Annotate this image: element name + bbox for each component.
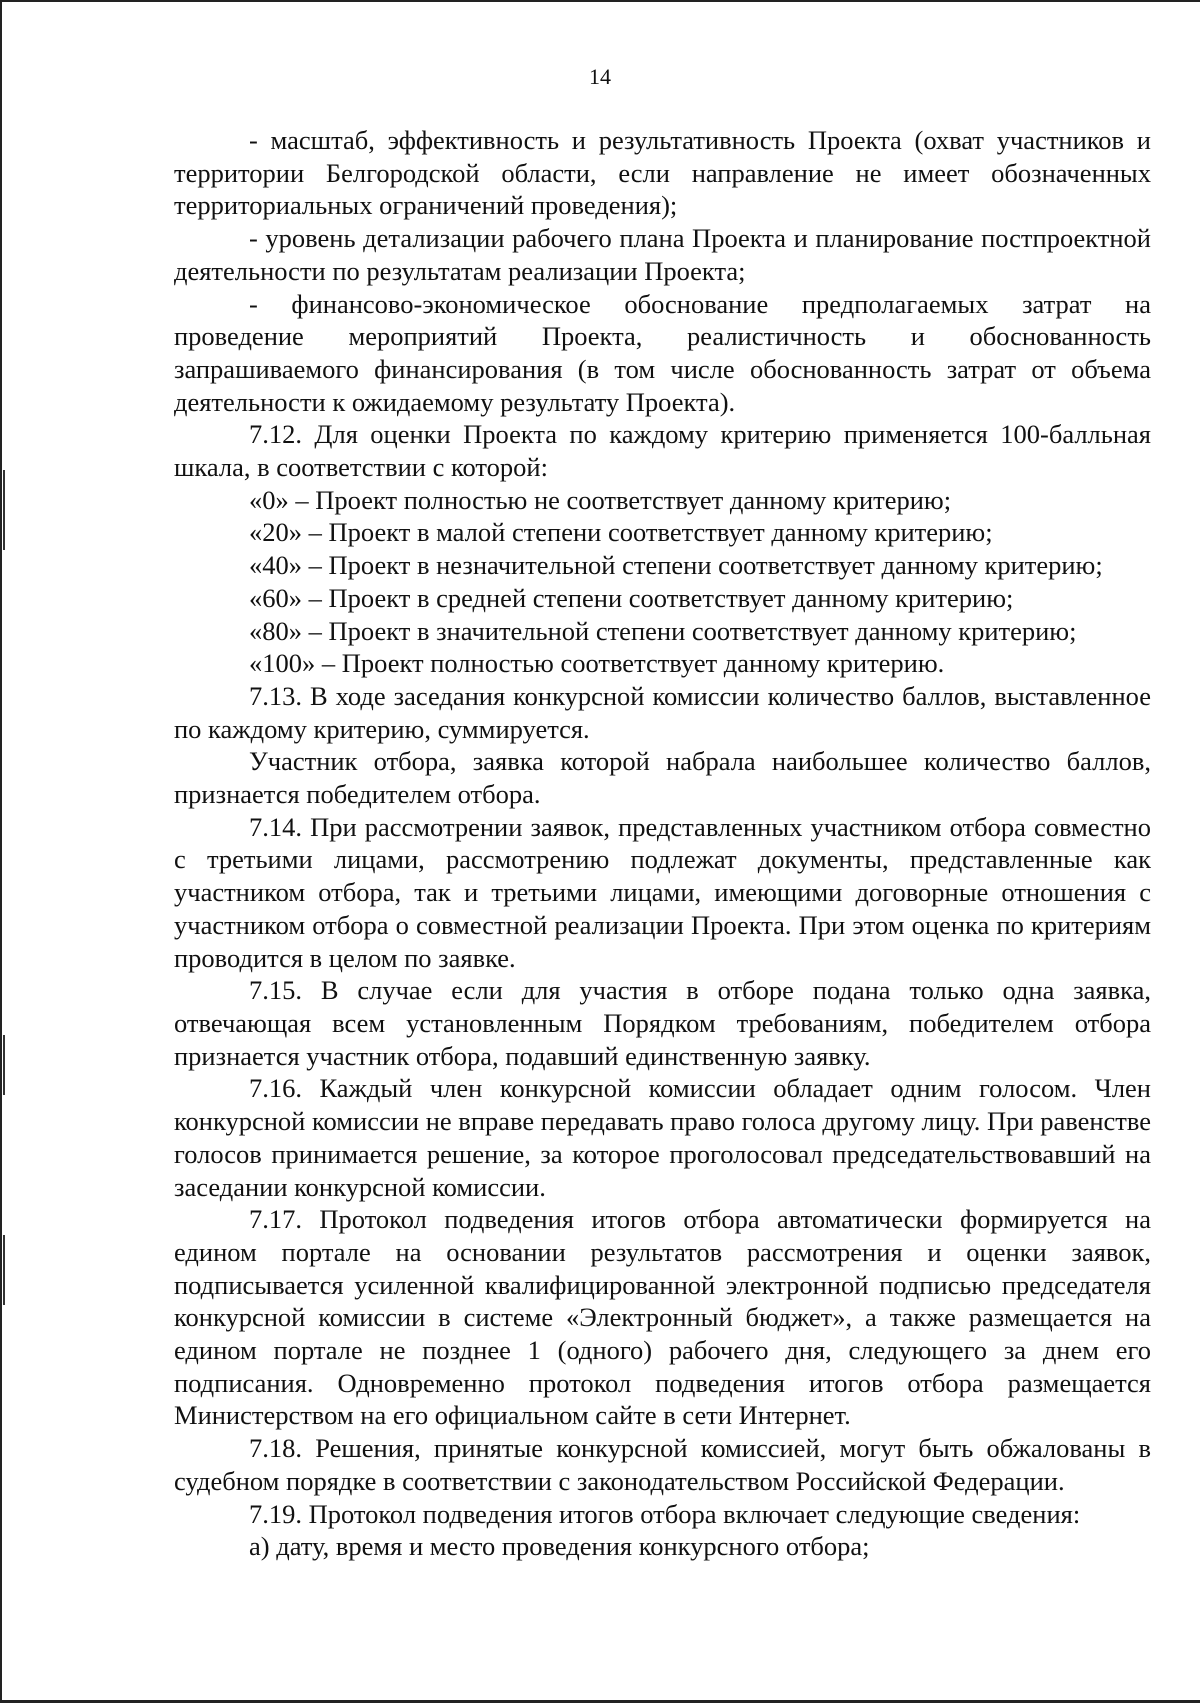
scan-edge-left — [0, 0, 2, 1703]
page-number: 14 — [589, 64, 611, 89]
scan-margin-mark — [3, 470, 5, 550]
paragraph-7-19: 7.19. Протокол подведения итогов отбора включает следующие сведения: — [249, 1498, 1081, 1529]
document-body — [174, 124, 1151, 1563]
score-0: «0» – Проект полностью не соответствует данному критерию; — [249, 484, 952, 515]
paragraph-criterion-detail: - уровень детализации рабочего плана Проекта и планирование постпроектной деятельности по результатам реализации Проекта; — [174, 223, 1151, 286]
paragraph-7-17: 7.17. Протокол подведения итогов отбора автоматически формируется на едином портале на основании результатов рассмотрения и оценки заявок, подписывается усиленной квалифицированной электронной подписью председателя конкурсной комиссии в системе «Электронный бюджет», а также размещается на едином портале не позднее 1 (одного) рабочего дня, следующего за днем его подписания. Одновременно протокол подведения итогов отбора размещается Министерством на его официальном сайте в сети Интернет. — [174, 1204, 1151, 1431]
scan-margin-mark — [3, 1035, 5, 1095]
paragraph-7-12: 7.12. Для оценки Проекта по каждому критерию применяется 100-балльная шкала, в соответствии с которой: — [174, 419, 1151, 483]
score-80: «80» – Проект в значительной степени соответствует данному критерию; — [249, 615, 1077, 646]
paragraph-criterion-scale: - масштаб, эффективность и результативность Проекта (охват участников и территории Белгородской области, если направление не имеет обозначенных территориальных ограничений проведения); — [174, 125, 1151, 221]
paragraph-7-15: 7.15. В случае если для участия в отборе подана только одна заявка, отвечающая всем установленным Порядком требованиям, победителем отбора признается участник отбора, подавший единственную заявку. — [174, 975, 1151, 1071]
scan-margin-mark — [3, 1235, 5, 1305]
paragraph-7-14: 7.14. При рассмотрении заявок, представленных участником отбора совместно с третьими лицами, рассмотрению подлежат документы, представленные как участником отбора, так и третьими лицами, имеющими договорные отношения с участником отбора о совместной реализации Проекта. При этом оценка по критериям проводится в целом по заявке. — [174, 811, 1151, 973]
paragraph-winner: Участник отбора, заявка которой набрала наибольшее количество баллов, признается победителем отбора. — [174, 746, 1151, 810]
paragraph-7-18: 7.18. Решения, принятые конкурсной комиссией, могут быть обжалованы в судебном порядке в соответствии с законодательством Российской Федерации. — [174, 1433, 1151, 1496]
score-20: «20» – Проект в малой степени соответствует данному критерию; — [249, 517, 993, 548]
paragraph-criterion-finance: - финансово-экономическое обоснование предполагаемых затрат на проведение мероприятий Проекта, реалистичность и обоснованность запрашиваемого финансирования (в том числе обоснованность затрат от объема деятельности к ожидаемому результату Проекта). — [174, 288, 1151, 417]
paragraph-7-16: 7.16. Каждый член конкурсной комиссии обладает одним голосом. Член конкурсной комиссии не вправе передавать право голоса другому лицу. При равенстве голосов принимается решение, за которое проголосовал председательствовавший на заседании конкурсной комиссии. — [174, 1073, 1151, 1202]
scan-edge-top — [0, 0, 1200, 2]
paragraph-7-13: 7.13. В ходе заседания конкурсной комиссии количество баллов, выставленное по каждому критерию, суммируется. — [174, 680, 1151, 744]
score-40: «40» – Проект в незначительной степени соответствует данному критерию; — [249, 550, 1103, 581]
score-60: «60» – Проект в средней степени соответствует данному критерию; — [249, 582, 1014, 613]
list-item-a: а) дату, время и место проведения конкурсного отбора; — [249, 1531, 870, 1562]
score-100: «100» – Проект полностью соответствует данному критерию. — [249, 648, 945, 679]
